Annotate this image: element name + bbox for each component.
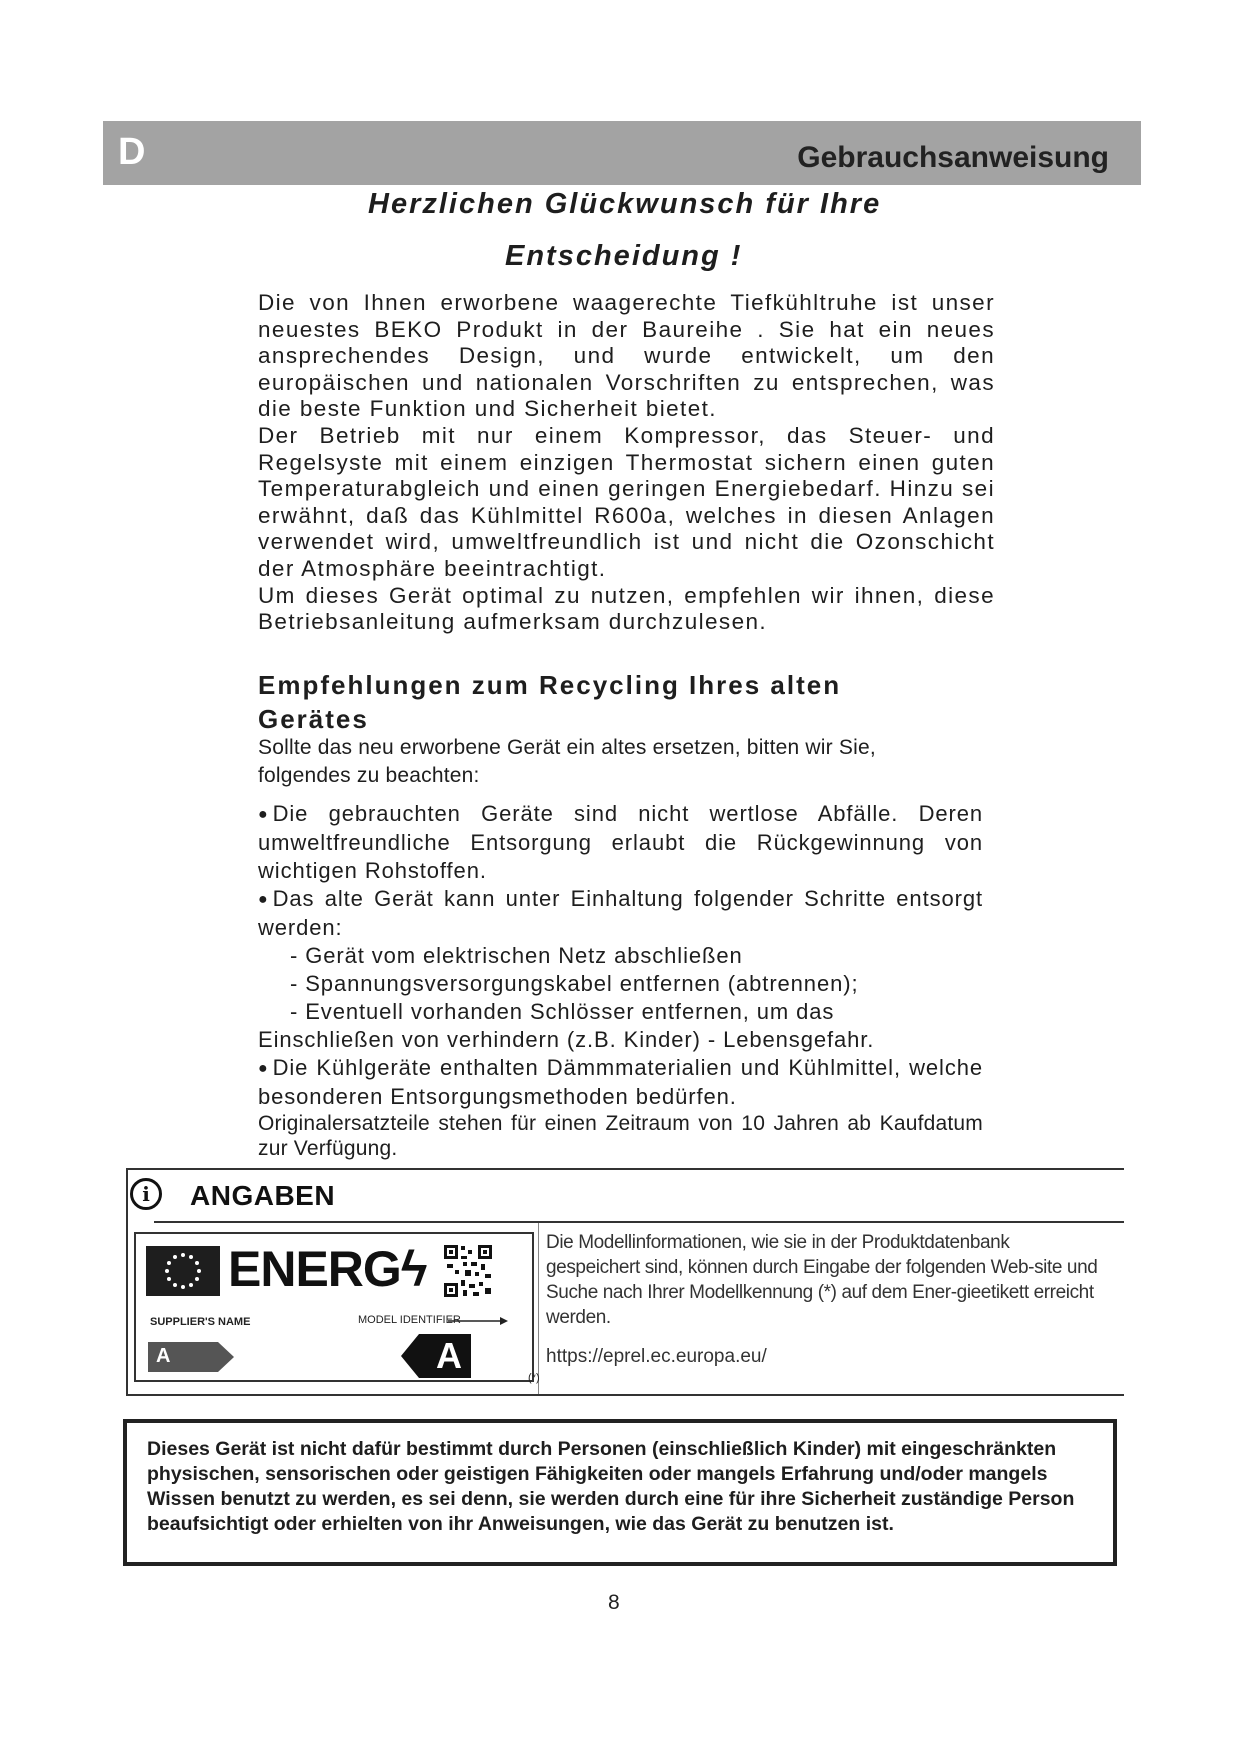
energy-class-scale-label: A xyxy=(156,1345,171,1367)
language-letter: D xyxy=(118,131,146,173)
list-item-text: Die Kühlgeräte enthalten Dämmmaterialien und Kühlmittel, welche besonderen Entsorgungsmethoden bedürfen. xyxy=(258,1055,983,1109)
list-item-text: Die gebrauchten Geräte sind nicht wertlose Abfälle. Deren umweltfreundliche Entsorgung erlaubt die Rückgewinnung von wichtigen Rohstoffen. xyxy=(258,801,983,883)
energy-label xyxy=(134,1232,540,1384)
intro-paragraph: Der Betrieb mit nur einem Kompressor, das Steuer- und Regelsyste mit einem einzigen Thermostat sichern einen guten Temperaturabgleich und einen geringen Energiebedarf. Hinzu sei erwähnt, daß das Kühlmittel R600a, welches in diesen Anlagen verwendet wird, umweltfreundlich ist und nicht die Ozonschicht der Atmosphäre beeintrachtigt. xyxy=(258,422,995,581)
list-item-text: Das alte Gerät kann unter Einhaltung folgender Schritte entsorgt werden: xyxy=(258,886,983,940)
footnote-mark: (*) xyxy=(528,1372,540,1384)
model-info-text: Die Modellinformationen, wie sie in der Produktdatenbank gespeichert sind, können durch Eingabe der folgenden Web-site und Suche nach Ihrer Modellkennung (*) auf dem Ener-gieetikett erreicht werden. xyxy=(546,1232,1098,1328)
intro-text xyxy=(258,290,995,636)
model-identifier-label: MODEL IDENTIFIER xyxy=(358,1314,461,1326)
divider xyxy=(126,1168,1124,1170)
recycling-heading: Empfehlungen zum Recycling Ihres alten Gerätes xyxy=(258,670,842,734)
spare-parts-note: Originalersatzteile stehen für einen Zeitraum von 10 Jahren ab Kaufdatum zur Verfügung. xyxy=(258,1112,983,1160)
arrow-right-icon xyxy=(448,1316,508,1326)
list-item xyxy=(258,800,983,885)
recycling-list xyxy=(258,800,983,1161)
divider xyxy=(126,1168,128,1396)
intro-paragraph: Die von Ihnen erworbene waagerechte Tiefkühltruhe ist unser neuestes BEKO Produkt in der Baureihe . Sie hat ein neues ansprechendes Design, und wurde entwickelt, um den europäischen und nationalen Vorschriften zu entsprechen, was die beste Funktion und Sicherheit bietet. xyxy=(258,290,995,422)
energy-rating-label: A xyxy=(436,1335,462,1376)
eprel-link[interactable]: https://eprel.ec.europa.eu/ xyxy=(546,1346,767,1367)
page-title-line-2: Entscheidung ! xyxy=(505,240,743,272)
energy-bolt-icon: ϟ xyxy=(400,1241,427,1297)
page-number: 8 xyxy=(608,1591,620,1614)
disposal-step: - Spannungsversorgungskabel entfernen (abtrennen); xyxy=(290,971,859,996)
document-type-title: Gebrauchsanweisung xyxy=(797,141,1109,174)
divider xyxy=(126,1394,1124,1396)
divider xyxy=(154,1221,1124,1223)
divider xyxy=(538,1223,539,1394)
page-title-line-1: Herzlichen Glückwunsch für Ihre xyxy=(368,188,882,220)
header-bar xyxy=(103,121,1141,185)
disposal-step: - Eventuell vorhanden Schlösser entfernen, um das xyxy=(290,999,835,1024)
intro-paragraph: Um dieses Gerät optimal zu nutzen, empfehlen wir ihnen, diese Betriebsanleitung aufmerksam durchzulesen. xyxy=(258,582,995,635)
list-item xyxy=(258,885,983,942)
disposal-step-continuation: Einschließen von verhindern (z.B. Kinder) - Lebensgefahr. xyxy=(258,1027,875,1052)
energy-wordmark-text: ENERG xyxy=(228,1241,401,1297)
eu-flag-icon xyxy=(146,1246,220,1296)
info-icon: i xyxy=(130,1178,162,1210)
list-item xyxy=(258,1054,983,1111)
qr-code-icon xyxy=(443,1244,493,1298)
bullet-icon: ● xyxy=(258,891,269,908)
disposal-step: - Gerät vom elektrischen Netz abschließen xyxy=(290,943,743,968)
info-section xyxy=(126,1168,1124,1396)
supplier-name-label: SUPPLIER'S NAME xyxy=(150,1316,251,1328)
recycling-intro: Sollte das neu erworbene Gerät ein altes ersetzen, bitten wir Sie, folgendes zu beachten: xyxy=(258,736,876,787)
safety-warning-box: Dieses Gerät ist nicht dafür bestimmt durch Personen (einschließlich Kinder) mit eingeschränkten physischen, sensorischen oder geistigen Fähigkeiten oder mangels Erfahrung und/oder mangels Wissen benutzt zu werden, es sei denn, sie werden durch eine für ihre Sicherheit zuständige Person beaufsichtigt oder erhielten von ihr Anweisungen, wie das Gerät zu benutzen ist. xyxy=(123,1419,1117,1566)
energy-wordmark xyxy=(228,1240,426,1298)
bullet-icon: ● xyxy=(258,1060,269,1077)
bullet-icon: ● xyxy=(258,806,269,823)
info-title: ANGABEN xyxy=(190,1180,336,1211)
